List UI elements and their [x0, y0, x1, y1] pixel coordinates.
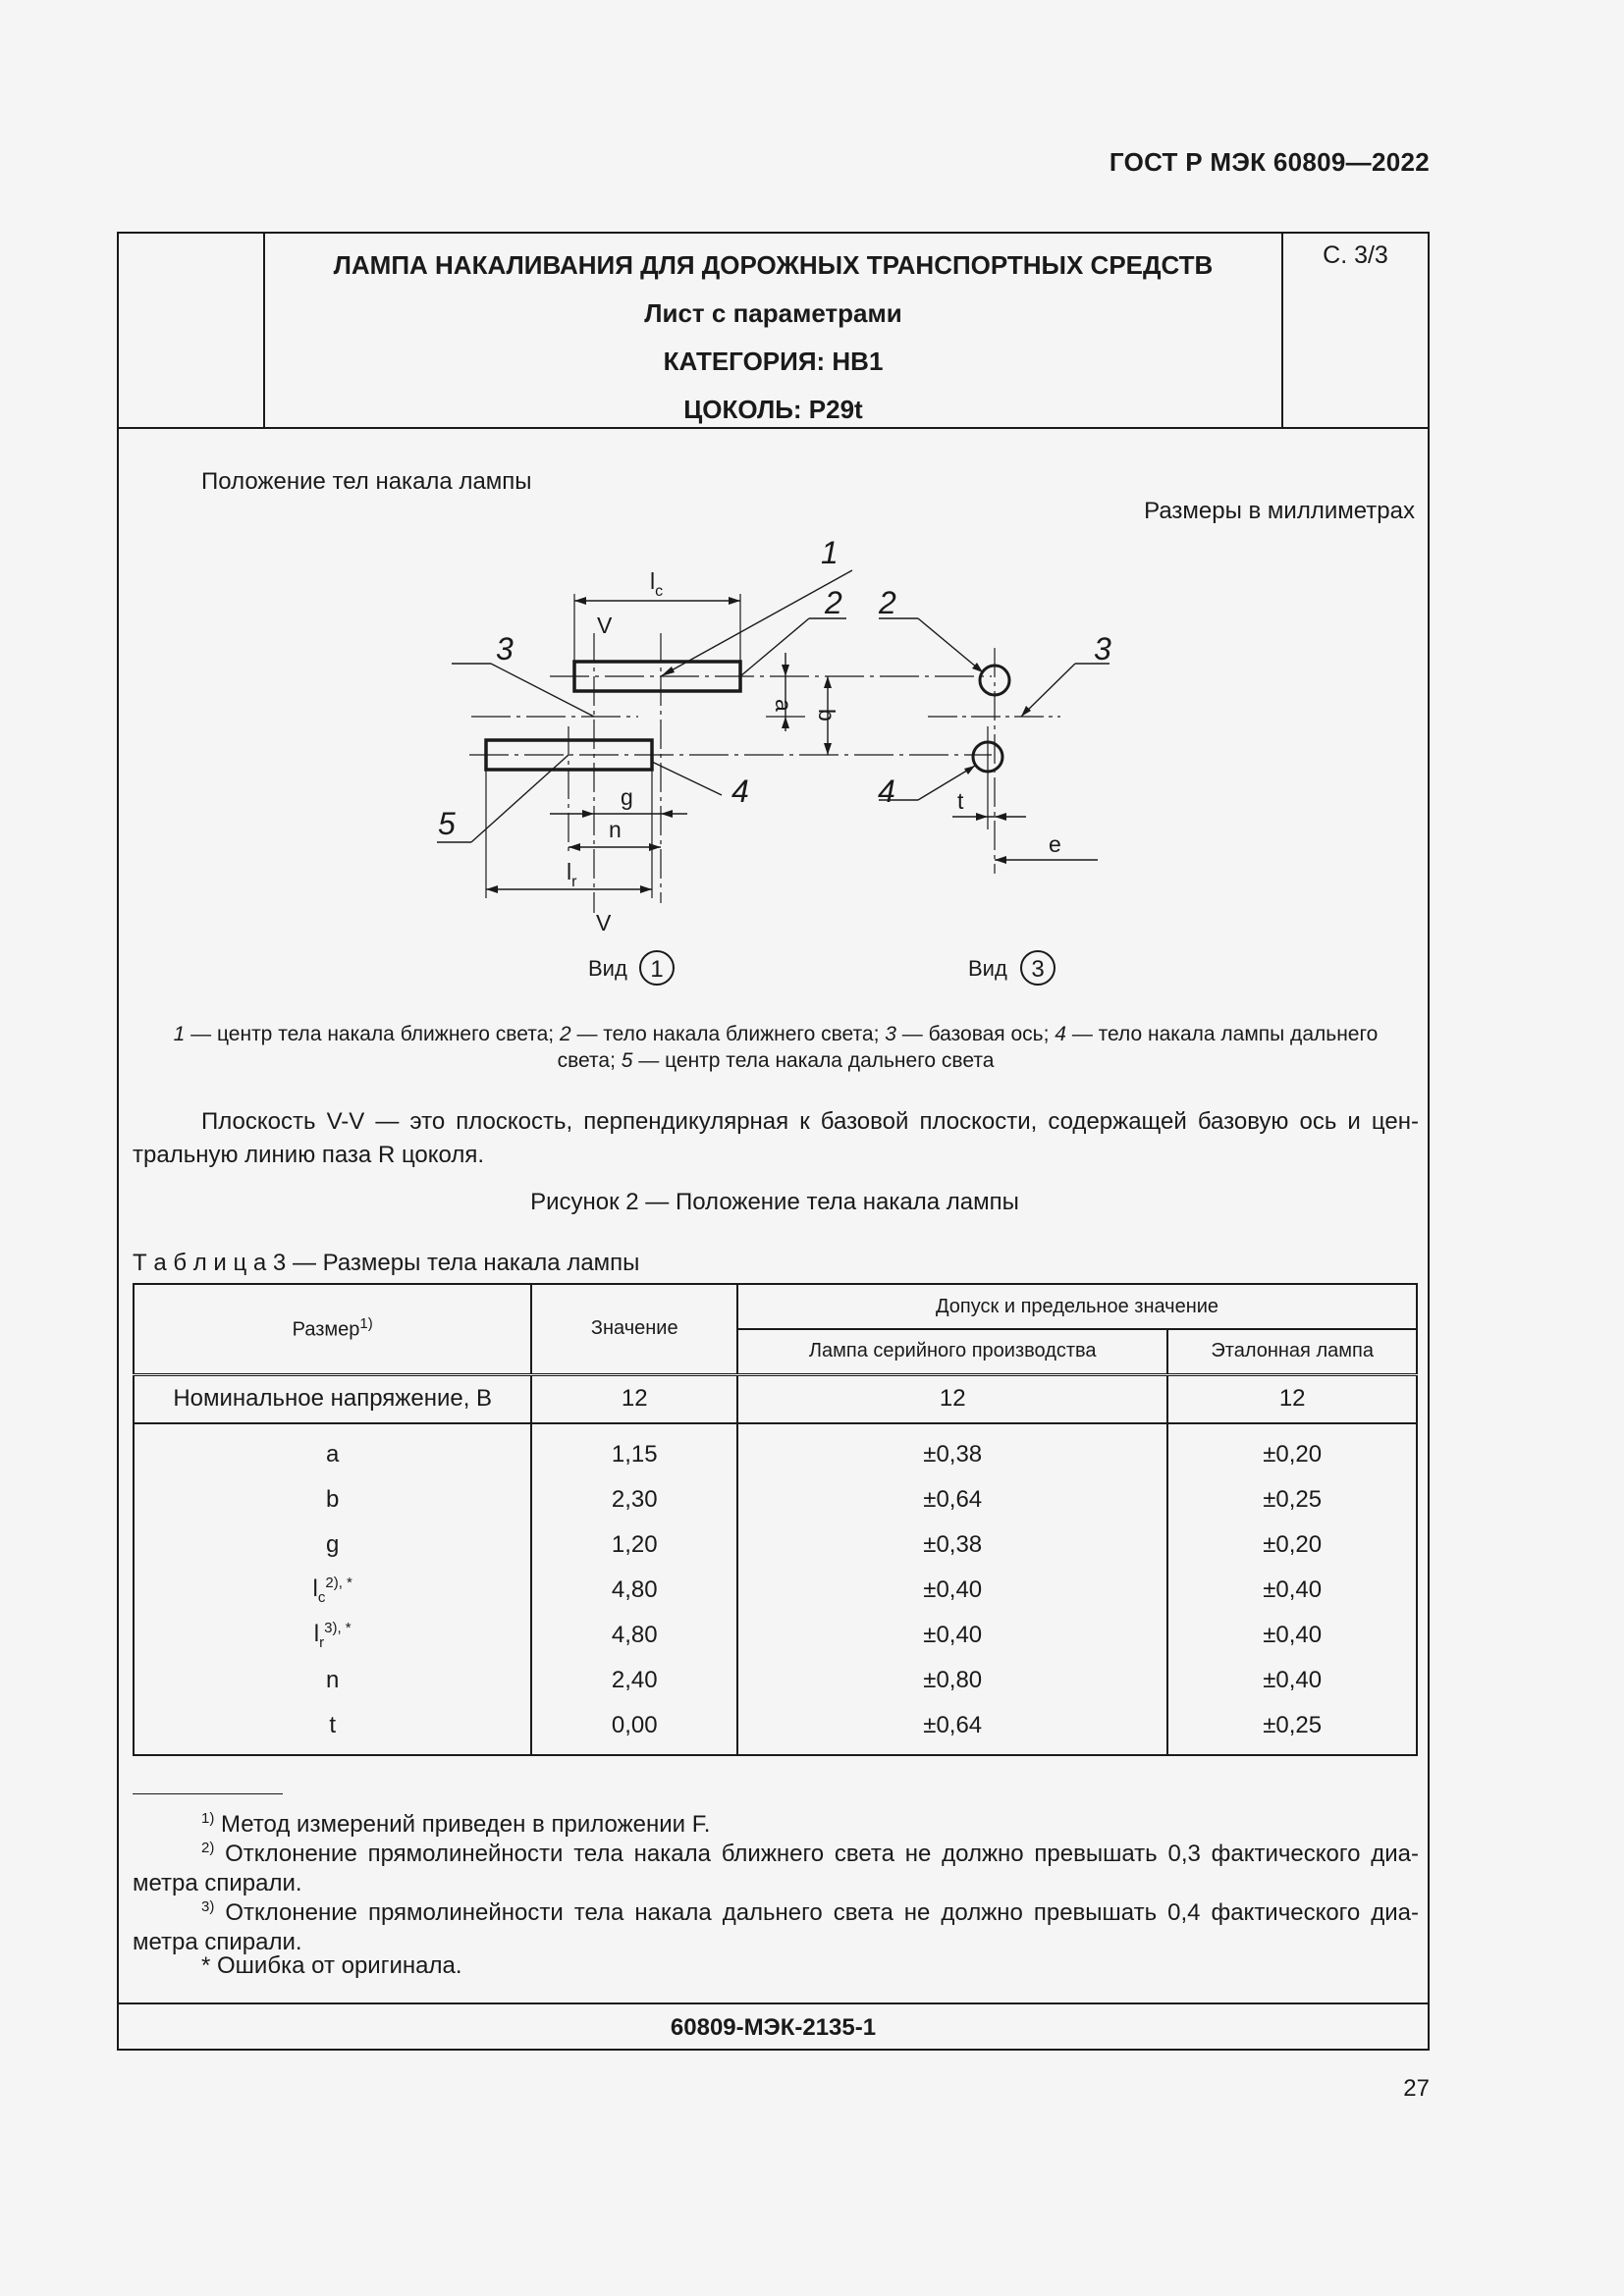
leader-4 [652, 762, 722, 795]
cell-serial: ±0,38 [737, 1423, 1167, 1477]
figure-legend [133, 1021, 1419, 1074]
footnote-3-text-1: Отклонение прямолинейности тела накала дальнего света не должно превышать 0,4 фактического диа- [214, 1899, 1419, 1926]
g-label: g [621, 784, 633, 810]
cell-value: 4,80 [531, 1613, 737, 1658]
table-row [134, 1658, 1417, 1703]
table-row [134, 1568, 1417, 1613]
footnote-2-text-1: Отклонение прямолинейности тела накала ближнего света не должно превышать 0,3 фактического диа- [214, 1841, 1419, 1867]
cell-size [134, 1613, 531, 1658]
cell-serial: ±0,38 [737, 1522, 1167, 1568]
callout-2: 2 [825, 585, 842, 620]
e-arrow [995, 856, 1006, 864]
header-title-line4: ЦОКОЛЬ: P29t [683, 395, 863, 424]
cell-serial: ±0,64 [737, 1703, 1167, 1755]
cell-size: a [134, 1423, 531, 1477]
view-3-number: 3 [1031, 956, 1045, 983]
cell-reference: ±0,20 [1167, 1522, 1417, 1568]
view-1-drawing [437, 570, 992, 913]
cell-value: 1,15 [531, 1423, 737, 1477]
view-1-number: 1 [650, 956, 664, 983]
voltage-row [134, 1374, 1417, 1423]
view-3-label: Вид [968, 956, 1007, 981]
legend-num-3: 3 [885, 1023, 896, 1045]
figure-caption: Рисунок 2 — Положение тела накала лампы [530, 1189, 1019, 1215]
plane-definition-line1: Плоскость V-V — это плоскость, перпендикулярная к базовой плоскости, содержащей базовую ось и цен- [201, 1108, 1419, 1135]
callout-3b: 3 [1094, 631, 1111, 667]
header-reference: Эталонная лампа [1167, 1329, 1417, 1374]
view-1-label: Вид [588, 956, 627, 981]
legend-num-5: 5 [621, 1049, 633, 1072]
table-title: Т а б л и ц а 3 — Размеры тела накала лампы [133, 1250, 640, 1276]
cell-size: n [134, 1658, 531, 1703]
figure-heading: Положение тел накала лампы [201, 468, 532, 495]
cell-serial: ±0,40 [737, 1568, 1167, 1613]
header-title-line1: ЛАМПА НАКАЛИВАНИЯ ДЛЯ ДОРОЖНЫХ ТРАНСПОРТНЫХ СРЕДСТВ [333, 250, 1214, 280]
e-label: e [1049, 831, 1061, 857]
callout-2b: 2 [879, 585, 896, 620]
voltage-value: 12 [531, 1374, 737, 1423]
sheet-code: 60809-МЭК-2135-1 [117, 2002, 1430, 2053]
cell-value: 2,30 [531, 1477, 737, 1522]
leader-2b [918, 618, 983, 672]
footnote-4: * Ошибка от оригинала. [201, 1952, 462, 1979]
table-row [134, 1703, 1417, 1755]
header-value: Значение [531, 1284, 737, 1374]
cell-size-symbol: l [312, 1575, 318, 1603]
cell-size-footnote: 3), * [324, 1620, 352, 1637]
voltage-serial: 12 [737, 1374, 1167, 1423]
cell-size-footnote: 2), * [325, 1575, 352, 1592]
legend-num-2: 2 [559, 1023, 571, 1045]
cell-value: 4,80 [531, 1568, 737, 1613]
cell-reference: ±0,40 [1167, 1613, 1417, 1658]
cell-reference: ±0,20 [1167, 1423, 1417, 1477]
cell-value: 0,00 [531, 1703, 737, 1755]
footnote-3 [133, 1893, 1419, 1957]
callout-4: 4 [731, 774, 749, 809]
units-note: Размеры в миллиметрах [1144, 498, 1415, 524]
cell-size-symbol: l [313, 1621, 320, 1648]
header-title-line3: КАТЕГОРИЯ: HB1 [663, 347, 884, 376]
v-bottom-label: V [596, 910, 612, 935]
legend-text-3: — базовая ось; [895, 1023, 1056, 1045]
leader-1-arrow [661, 667, 675, 676]
callout-3: 3 [496, 631, 514, 667]
v-top-label: V [597, 613, 613, 638]
footnote-2-text-2: метра спирали. [133, 1870, 302, 1896]
cell-serial: ±0,64 [737, 1477, 1167, 1522]
cell-size: g [134, 1522, 531, 1568]
header-serial: Лампа серийного производства [737, 1329, 1167, 1374]
voltage-reference: 12 [1167, 1374, 1417, 1423]
cell-size: t [134, 1703, 531, 1755]
footnote-3-mark: 3) [201, 1898, 215, 1915]
a-label: a [771, 699, 796, 712]
legend-text-5: света; [557, 1049, 622, 1072]
lc-label: $l_c$ [650, 568, 664, 600]
leader-4b-arrow [964, 766, 975, 774]
legend-text-4: — тело накала лампы дальнего [1065, 1023, 1379, 1045]
voltage-label: Номинальное напряжение, В [134, 1374, 531, 1423]
leader-1 [661, 570, 852, 676]
callout-4b: 4 [878, 774, 895, 809]
footnote-2 [133, 1834, 1419, 1898]
page-number: 27 [1403, 2075, 1430, 2102]
n-label: n [609, 817, 622, 842]
cell-reference: ±0,25 [1167, 1477, 1417, 1522]
leader-3b [1021, 664, 1075, 717]
legend-num-4: 4 [1055, 1023, 1066, 1045]
footnote-separator [133, 1793, 283, 1794]
leader-3b-arrow [1021, 706, 1031, 717]
filament-dimensions-table [133, 1283, 1418, 1756]
header-size-text: Размер [292, 1319, 360, 1342]
footnote-1-text: Метод измерений приведен в приложении F. [214, 1811, 711, 1838]
header-title-line2: Лист с параметрами [644, 298, 902, 328]
view-3-drawing [879, 618, 1110, 874]
sheet-number: С. 3/3 [1323, 241, 1388, 269]
cell-reference: ±0,25 [1167, 1703, 1417, 1755]
plane-definition-line2: тральную линию паза R цоколя. [133, 1142, 485, 1168]
table-row [134, 1477, 1417, 1522]
header-tolerance: Допуск и предельное значение [737, 1284, 1417, 1329]
table-row [134, 1423, 1417, 1477]
legend-text-2: — тело накала ближнего света; [570, 1023, 886, 1045]
cell-size-subscript: r [319, 1633, 325, 1651]
standard-number: ГОСТ Р МЭК 60809—2022 [1109, 147, 1430, 177]
header-size [134, 1284, 531, 1374]
legend-num-1: 1 [173, 1023, 186, 1045]
legend-text-1: — центр тела накала ближнего света; [185, 1023, 560, 1045]
cell-serial: ±0,80 [737, 1658, 1167, 1703]
filament-position-drawing [0, 0, 1624, 1001]
t-label: t [957, 788, 964, 814]
footnote-2-mark: 2) [201, 1840, 215, 1856]
footnote-1-mark: 1) [201, 1810, 215, 1827]
cell-size: b [134, 1477, 531, 1522]
callout-5: 5 [438, 806, 456, 841]
footnote-3-text-2: метра спирали. [133, 1929, 302, 1955]
table-row [134, 1613, 1417, 1658]
table-row [134, 1522, 1417, 1568]
cell-reference: ±0,40 [1167, 1568, 1417, 1613]
cell-value: 1,20 [531, 1522, 737, 1568]
cell-size [134, 1568, 531, 1613]
plane-definition [133, 1105, 1419, 1172]
legend-text-6: — центр тела накала дальнего света [632, 1049, 995, 1072]
cell-reference: ±0,40 [1167, 1658, 1417, 1703]
callout-1: 1 [821, 535, 839, 570]
b-label: b [814, 709, 839, 721]
cell-serial: ±0,40 [737, 1613, 1167, 1658]
header-size-footnote: 1) [359, 1315, 373, 1333]
cell-value: 2,40 [531, 1658, 737, 1703]
lr-label: $l_r$ [567, 859, 577, 890]
cell-size-subscript: c [317, 1588, 326, 1606]
